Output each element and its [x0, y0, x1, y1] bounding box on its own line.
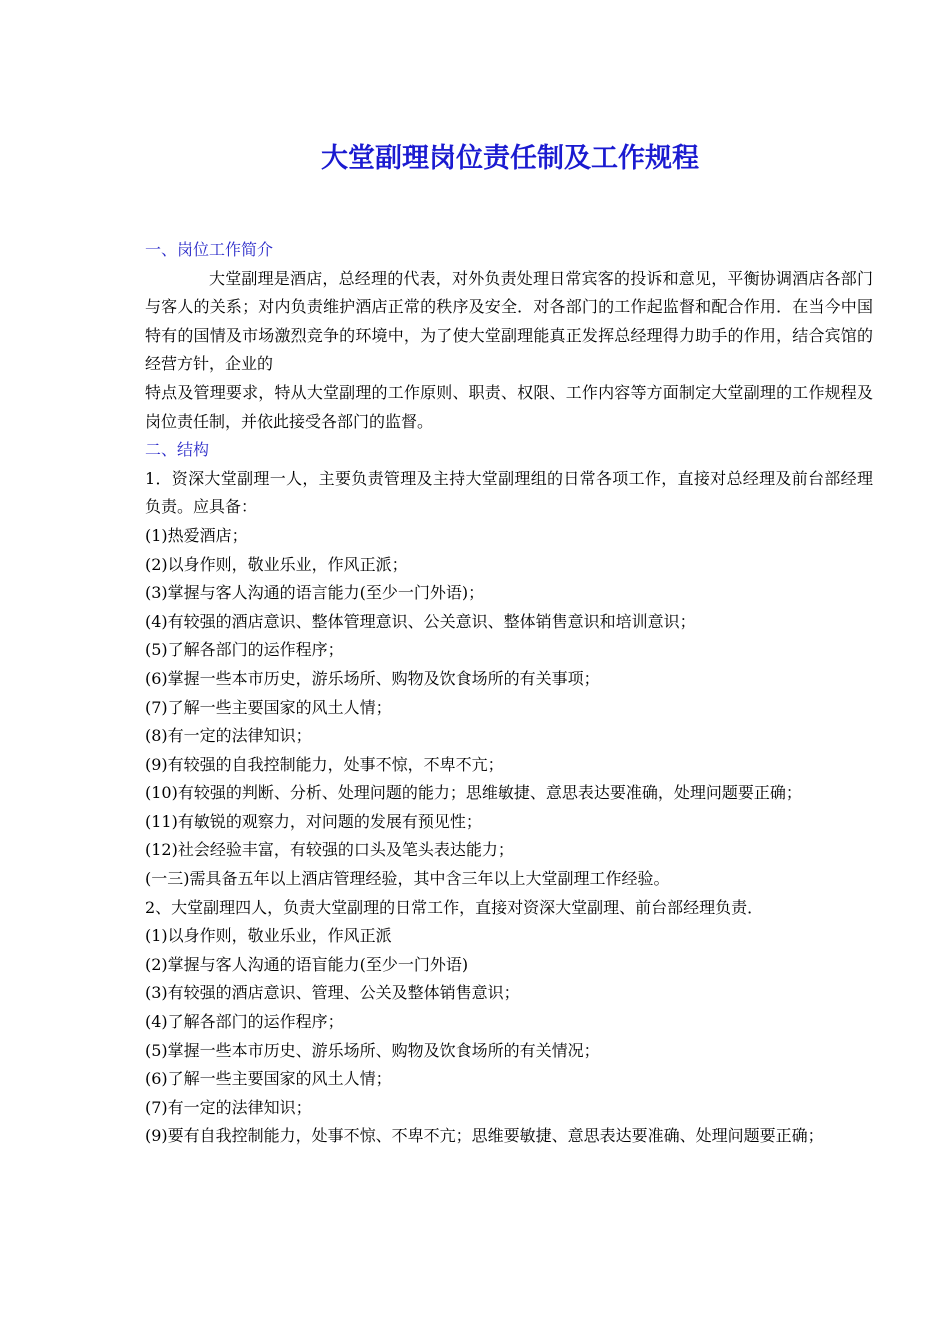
requirement-item: (4)了解各部门的运作程序；	[145, 1012, 344, 1032]
requirement-item: (一三)需具备五年以上酒店管理经验，其中含三年以上大堂副理工作经验。	[145, 869, 670, 889]
senior-manager-intro: 1．资深大堂副理一人，主要负责管理及主持大堂副理组的日常各项工作，直接对总经理及前台部经理负责。应具备：	[145, 468, 873, 517]
requirement-item: (8)有一定的法律知识；	[145, 726, 312, 746]
intro-paragraph-continued: 特点及管理要求，特从大堂副理的工作原则、职责、权限、工作内容等方面制定大堂副理的工作规程及岗位责任制，并依此接受各部门的监督。	[145, 382, 873, 431]
requirement-item: (6)掌握一些本市历史，游乐场所、购物及饮食场所的有关事项；	[145, 668, 600, 688]
requirement-item: (1)以身作则，敬业乐业，作风正派	[145, 926, 392, 946]
assistant-managers-intro: 2、大堂副理四人，负责大堂副理的日常工作，直接对资深大堂副理、前台部经理负责．	[145, 897, 764, 917]
requirement-item: (1)热爱酒店；	[145, 525, 248, 545]
requirement-item: (2)以身作则，敬业乐业，作风正派；	[145, 554, 408, 574]
requirement-item: (4)有较强的酒店意识、整体管理意识、公关意识、整体销售意识和培训意识；	[145, 611, 696, 631]
requirement-item: (2)掌握与客人沟通的语盲能力(至少一门外语)	[145, 954, 469, 974]
requirement-item: (12)社会经验丰富，有较强的口头及笔头表达能力；	[145, 840, 514, 860]
requirement-item: (6)了解一些主要国家的风土人情；	[145, 1069, 392, 1089]
requirement-item: (10)有较强的判断、分析、处理问题的能力；思维敏捷、意思表达要准确，处理问题要正确；	[145, 783, 802, 803]
section-heading-intro: 一、岗位工作简介	[145, 240, 274, 259]
requirement-item: (11)有敏锐的观察力，对问题的发展有预见性；	[145, 811, 482, 831]
requirement-item: (9)有较强的自我控制能力，处事不惊，不卑不亢；	[145, 754, 504, 774]
requirement-item: (3)有较强的酒店意识、管理、公关及整体销售意识；	[145, 983, 520, 1003]
requirement-item: (3)掌握与客人沟通的语言能力(至少一门外语)；	[145, 583, 485, 603]
document-title: 大堂副理岗位责任制及工作规程	[321, 143, 699, 174]
requirement-item: (7)了解一些主要国家的风土人情；	[145, 697, 392, 717]
intro-paragraph: 大堂副理是酒店，总经理的代表，对外负责处理日常宾客的投诉和意见，平衡协调酒店各部门与客人的关系；对内负责维护酒店正常的秩序及安全．对各部门的工作起监督和配合作用．在当今中国特有的国情及市场激烈竞争的环境中，为了使大堂副理能真正发挥总经理得力助手的作用，结合宾馆的经营方针，企业的	[145, 268, 873, 374]
requirement-item: (9)要有自我控制能力，处事不惊、不卑不亢；思维要敏捷、意思表达要准确、处理问题要正确；	[145, 1126, 824, 1146]
requirement-item: (5)了解各部门的运作程序；	[145, 640, 344, 660]
requirement-item: (5)掌握一些本市历史、游乐场所、购物及饮食场所的有关情况；	[145, 1040, 600, 1060]
document-body	[145, 236, 873, 1151]
requirement-item: (7)有一定的法律知识；	[145, 1097, 312, 1117]
section-heading-structure: 二、结构	[145, 440, 210, 460]
